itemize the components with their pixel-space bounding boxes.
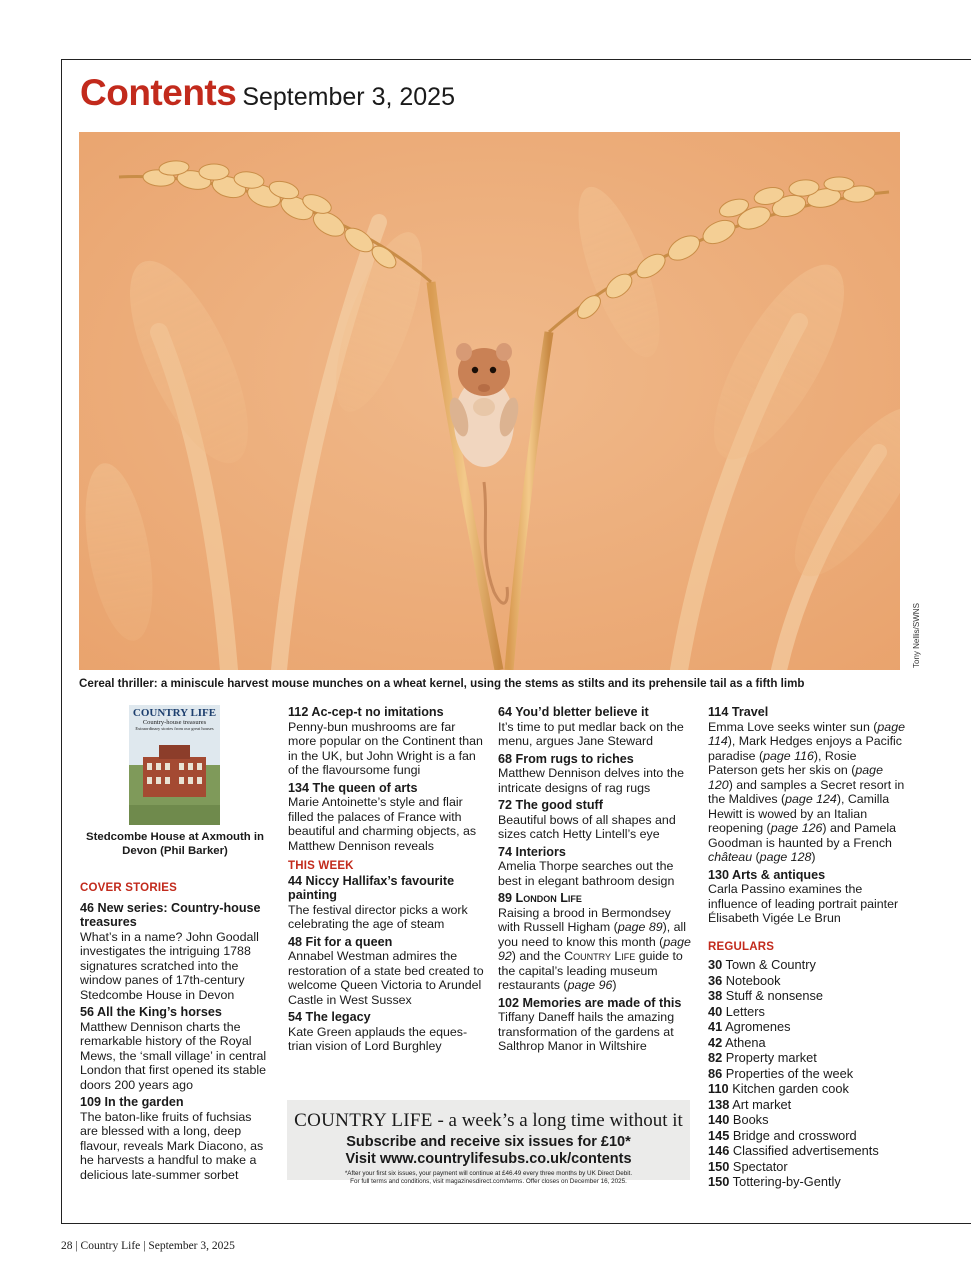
article-title[interactable]: 74 Interiors	[498, 844, 566, 859]
regular-item[interactable]	[708, 973, 908, 989]
london-life-number: 89	[498, 891, 513, 905]
regular-page-number: 140	[708, 1112, 730, 1127]
regular-item[interactable]	[708, 1081, 908, 1097]
contents-column-4	[708, 703, 908, 1190]
regular-item[interactable]	[708, 1174, 908, 1190]
regular-title: Tottering-by-Gently	[729, 1174, 841, 1189]
regular-title: Stuff & nonsense	[722, 988, 824, 1003]
regular-page-number: 110	[708, 1081, 729, 1096]
regular-page-number: 82	[708, 1050, 723, 1065]
london-text-part: Raising a brood in Bermondsey with Russell Higham (	[498, 905, 671, 934]
regular-title: Town & Country	[722, 957, 816, 972]
london-life-title[interactable]	[498, 891, 694, 906]
travel-text-part: (	[752, 850, 760, 864]
regular-item[interactable]	[708, 1035, 908, 1051]
contents-column-2	[288, 703, 484, 1057]
regular-item[interactable]	[708, 1004, 908, 1020]
travel-text-part: ), Mark Hedges enjoys a Pacific paradise (	[708, 734, 902, 763]
regular-item[interactable]	[708, 1097, 908, 1113]
arts-title[interactable]: 130 Arts & antiques	[708, 867, 826, 882]
article-title[interactable]: 134 The queen of arts	[288, 780, 418, 795]
article-title[interactable]: 54 The legacy	[288, 1010, 371, 1024]
regular-title: Athena	[722, 1034, 766, 1050]
regular-page-number: 145	[708, 1127, 730, 1143]
regular-page-number: 146	[708, 1143, 730, 1158]
page-title	[80, 72, 455, 114]
article-text: Beautiful bows of all shapes and sizes catch Hetty Lintell’s eye	[498, 812, 676, 841]
subscription-brand-line	[287, 1110, 690, 1132]
regular-title: Classified advertisements	[729, 1143, 879, 1158]
page-ref: page 120	[708, 763, 883, 792]
regulars-list	[708, 957, 908, 1190]
article-text: The festival director picks a work celebrating the age of steam	[288, 902, 468, 931]
cover-caption: Stedcombe House at Axmouth in Devon (Phil Barker)	[85, 831, 265, 857]
regular-title: Spectator	[729, 1158, 788, 1174]
page-ref: page 114	[708, 719, 905, 748]
subscription-offer: Subscribe and receive six issues for £10*	[346, 1134, 631, 1150]
story-title[interactable]: 109 In the garden	[80, 1095, 184, 1109]
regular-item[interactable]	[708, 957, 908, 973]
regular-item[interactable]	[708, 1066, 908, 1082]
issue-date: September 3, 2025	[242, 83, 455, 111]
photo-caption: Cereal thriller: a miniscule harvest mouse munches on a wheat kernel, using the stems as stilts and its prehensile tail as a fifth limb	[79, 677, 805, 690]
regular-item[interactable]	[708, 1128, 908, 1144]
page-ref: page 126	[770, 821, 823, 835]
cover-masthead	[129, 707, 220, 731]
london-text-part: ) and the	[511, 949, 565, 963]
travel-text	[708, 720, 908, 865]
arts-text: Carla Passino examines the influence of leading portrait painter Élisabeth Vigée Le Brun	[708, 882, 899, 925]
cover-stories-heading: COVER STORIES	[80, 882, 177, 894]
article-text: Penny-bun mushrooms are far more popular on the Continent than in the UK, but John Wright is a fan of the flavoursome fungi	[288, 719, 483, 777]
subscription-box[interactable]	[287, 1100, 690, 1185]
travel-title[interactable]: 114 Travel	[708, 705, 769, 719]
london-text-part: guide to the capital’s leading museum restaurants (	[498, 949, 683, 992]
cover-stories-column	[80, 881, 270, 1185]
page-ref: page 116	[763, 748, 814, 763]
article-text: Marie Antoinette’s style and flair filled the palaces of France with beautiful and charming objects, as Matthew Dennison reveals	[288, 795, 477, 853]
regular-page-number: 138	[708, 1096, 730, 1112]
article-text: It’s time to put medlar back on the menu, argues Jane Steward	[498, 719, 684, 748]
regular-title: Letters	[722, 1003, 765, 1019]
story-text: What’s in a name? John Goodall investigates the intriguing 1788 signatures scratched into the window panes of 17th-century Stedcombe House in Devon	[80, 929, 259, 1002]
story-title[interactable]: 46 New series: Country-house treasures	[80, 900, 261, 929]
story-title[interactable]: 56 All the King’s horses	[80, 1005, 222, 1019]
article-text: Kate Green applauds the eques-trian vision of Lord Burghley	[288, 1024, 468, 1053]
page-ref: page 124	[785, 792, 837, 806]
regular-page-number: 86	[708, 1065, 723, 1081]
travel-text-part: ) and samples a Secret resort in the Maldives (	[708, 777, 905, 806]
london-life-label: London Life	[515, 891, 582, 905]
cover-mag-name: COUNTRY LIFE	[132, 707, 217, 719]
regular-title: Kitchen garden cook	[728, 1081, 849, 1096]
page-ref: page 92	[498, 934, 691, 963]
travel-text-part: )	[811, 850, 816, 864]
harvest-mouse-photo	[79, 132, 900, 670]
regular-item[interactable]	[708, 1019, 908, 1035]
regular-page-number: 30	[708, 957, 723, 972]
article-text: Annabel Westman admires the restoration of a state bed created to welcome Queen Victoria to Arundel Castle in West Sussex	[288, 949, 484, 1007]
magazine-name: Country Life	[564, 949, 636, 963]
regular-item[interactable]	[708, 1143, 908, 1159]
regular-title: Art market	[729, 1096, 792, 1112]
travel-text-part: ), Camilla Hewitt is wowed by an Italian reopening (	[708, 792, 890, 835]
regular-page-number: 40	[708, 1003, 723, 1019]
regular-page-number: 36	[708, 972, 723, 988]
fine-print-line: *After your first six issues, your payment will continue at £46.49 every three months by UK Direct Debit.	[344, 1170, 633, 1177]
story-text: The baton-like fruits of fuchsias are blessed with a long, deep flavour, reveals Mark Diacono, as he harvests a handful to make a delicious late-summer sorbet	[80, 1109, 264, 1182]
article-title[interactable]: 68 From rugs to riches	[498, 751, 634, 766]
story-text: Matthew Dennison charts the remarkable history of the Royal Mews, the ‘small village’ in central London that first opened its stable doors 200 years ago	[80, 1019, 267, 1092]
regular-item[interactable]	[708, 1112, 908, 1128]
article-text: Amelia Thorpe searches out the best in elegant bathroom design	[498, 859, 675, 888]
article-title[interactable]: 48 Fit for a queen	[288, 934, 393, 949]
article-text: Tiffany Daneff hails the amazing transformation of the gardens at Salthrop Manor in Wiltshire	[498, 1010, 675, 1053]
regular-item[interactable]	[708, 988, 908, 1004]
page-ref: page 128	[759, 850, 812, 864]
regular-title: Notebook	[722, 972, 781, 988]
regular-title: Agromenes	[722, 1019, 791, 1034]
regular-item[interactable]	[708, 1159, 908, 1175]
regular-title: Bridge and crossword	[729, 1127, 857, 1143]
london-life-text	[498, 906, 694, 993]
subscription-tagline: - a week’s a long time without it	[432, 1110, 683, 1131]
subscription-brand: COUNTRY LIFE	[294, 1110, 433, 1131]
fine-print-line: For full terms and conditions, visit magazinesdirect.com/terms. Offer closes on December 16, 2025.	[350, 1178, 627, 1185]
cover-mag-line: Country-house treasures	[142, 719, 207, 726]
page-footer: 28 | Country Life | September 3, 2025	[61, 1240, 235, 1252]
regular-page-number: 41	[708, 1019, 723, 1034]
photo-credit: Tony Nellis/SWNS	[912, 603, 921, 668]
travel-text-part: ), Rosie Paterson gets her skis on (	[708, 748, 857, 777]
article-title[interactable]: 72 The good stuff	[498, 798, 603, 812]
regular-page-number: 150	[708, 1158, 730, 1174]
this-week-heading: THIS WEEK	[288, 860, 354, 872]
article-title[interactable]: 102 Memories are made of this	[498, 995, 682, 1010]
london-text-part: ), all you need to know this month (	[498, 920, 687, 949]
subscription-fine-print	[287, 1170, 690, 1186]
article-text: Matthew Dennison delves into the intricate designs of rag rugs	[498, 766, 684, 795]
regular-page-number: 42	[708, 1034, 723, 1050]
article-title[interactable]: 64 You’d bletter believe it	[498, 705, 649, 719]
travel-text-part: ) and Pamela Goodman is haunted by a French	[708, 821, 897, 850]
page-ref: château	[708, 850, 753, 864]
regular-title: Books	[729, 1112, 769, 1127]
page-ref: page 89	[617, 920, 663, 934]
travel-text-part: Emma Love seeks winter sun (	[708, 719, 878, 734]
regular-title: Properties of the week	[722, 1065, 854, 1081]
regular-page-number: 150	[708, 1174, 730, 1189]
article-title[interactable]: 44 Niccy Hallifax’s favourite painting	[288, 873, 455, 902]
subscription-url[interactable]: Visit www.countrylifesubs.co.uk/contents	[345, 1151, 632, 1167]
contents-heading: Contents	[80, 72, 237, 113]
cover-mag-sub: Extraordinary stories from our great houses	[135, 726, 214, 731]
article-title[interactable]: 112 Ac-cep-t no imitations	[288, 705, 444, 719]
contents-column-3	[498, 703, 694, 1057]
regular-page-number: 38	[708, 988, 723, 1003]
regulars-heading: REGULARS	[708, 940, 775, 953]
page-ref: page 96	[567, 978, 613, 992]
regular-item[interactable]	[708, 1050, 908, 1066]
london-text-part: )	[612, 978, 617, 992]
regular-title: Property market	[722, 1050, 817, 1065]
